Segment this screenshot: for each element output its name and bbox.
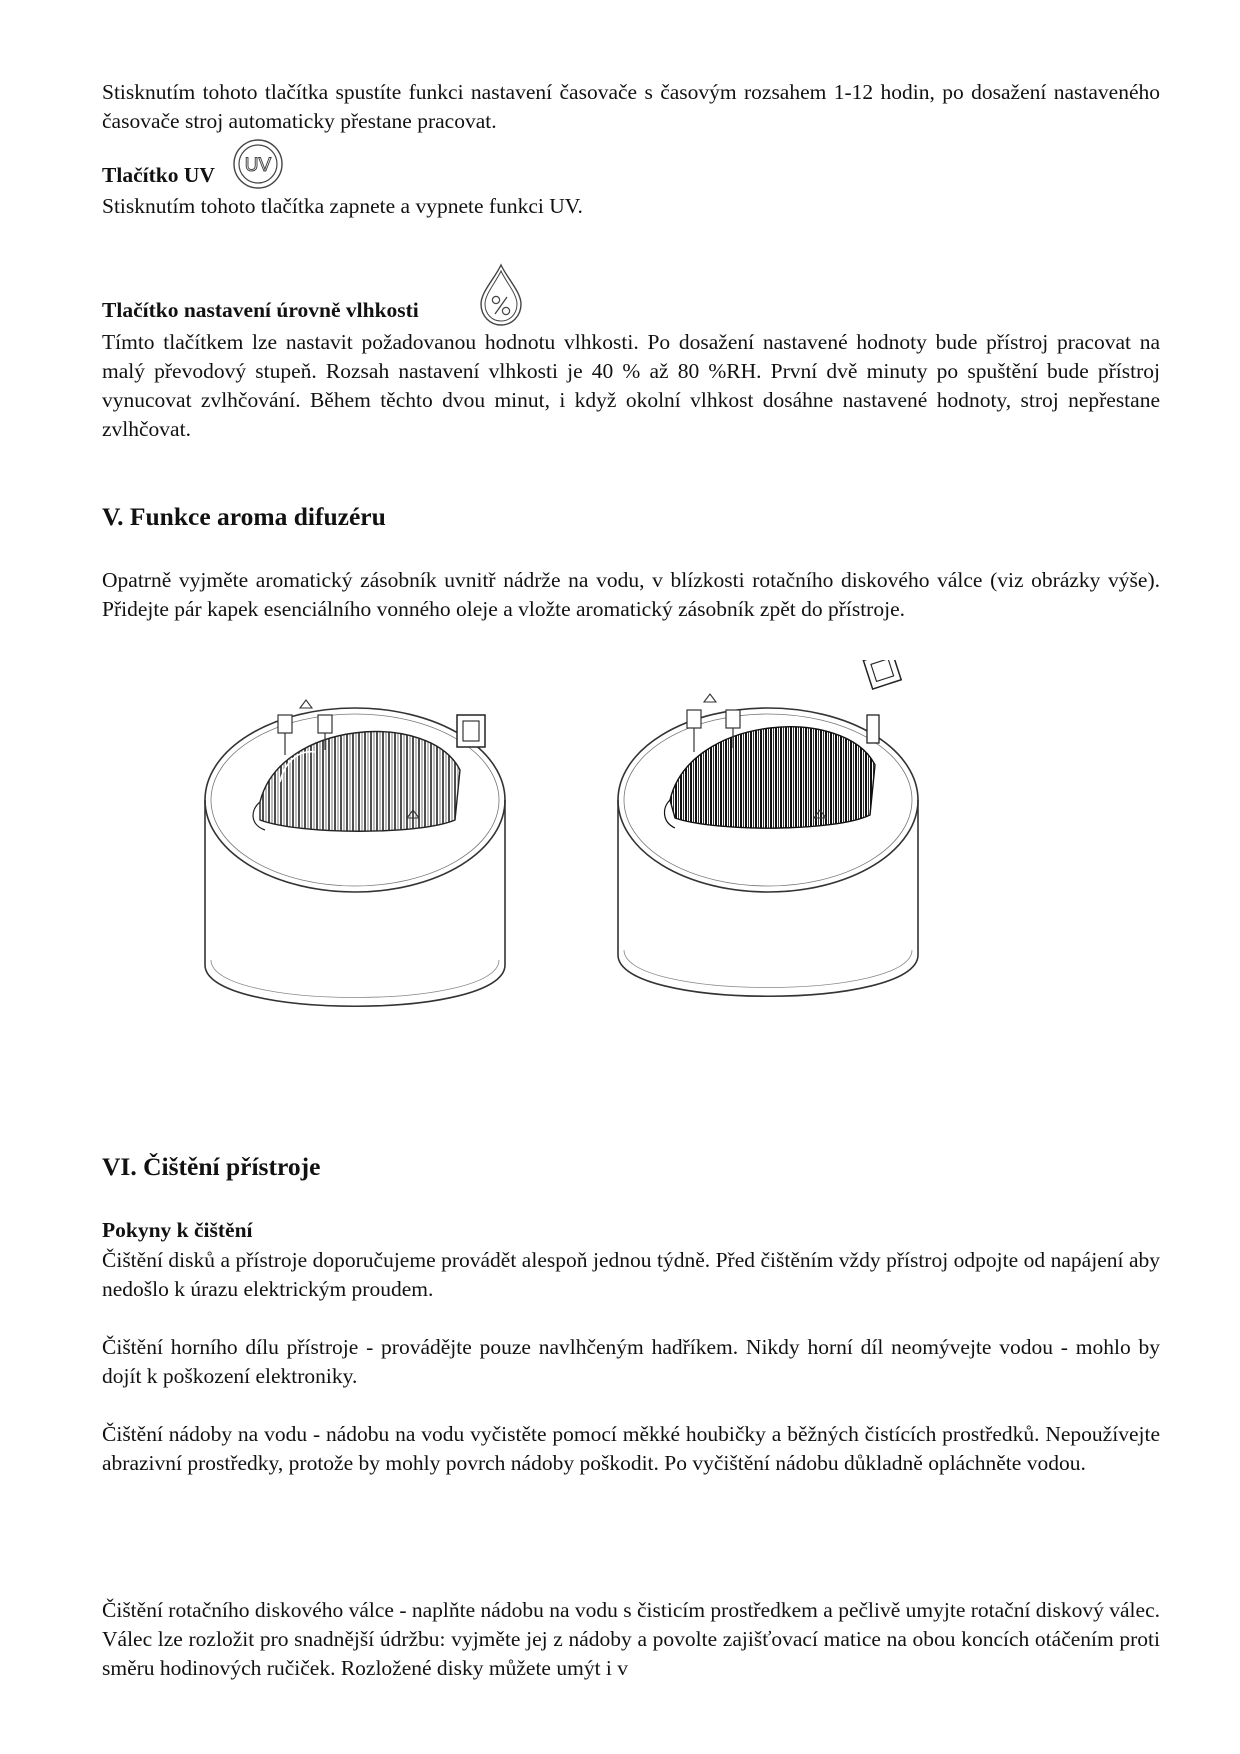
humidity-heading: Tlačítko nastavení úrovně vlhkosti [102,298,419,322]
humidity-drop-icon [476,262,526,328]
humidity-section [102,298,1160,323]
aroma-text-block [102,566,1160,624]
uv-icon [232,138,284,190]
cleaning-subheading-block [102,1218,1160,1243]
cleaning-paragraph-4: Čištění rotačního diskového válce - naplňte nádobu na vodu s čisticím prostředkem a pečlivě umyjte rotační diskový válec. Válec lze rozložit pro snadnější údržbu: vyjměte jej z nádoby a povolte zajišťovací matice na obou koncích otáčením proti směru hodinových ručiček. Rozložené disky můžete umýt i v [102,1598,1160,1680]
aroma-illustrations [100,660,1140,1060]
aroma-device-installed [205,700,505,1006]
cleaning-subheading: Pokyny k čištění [102,1218,253,1242]
cleaning-paragraph-1: Čištění disků a přístroje doporučujeme provádět alespoň jednou týdně. Před čištěním vždy přístroj odpojte od napájení aby nedošlo k úrazu elektrickým proudem. [102,1248,1160,1301]
section-cleaning-title: VI. Čištění přístroje [102,1152,321,1181]
cleaning-paragraph-3: Čištění nádoby na vodu - nádobu na vodu vyčistěte pomocí měkké houbičky a běžných čistících prostředků. Nepoužívejte abrazivní prostředky, protože by mohly povrch nádoby poškodit. Po vyčištění nádobu důkladně opláchněte vodou. [102,1422,1160,1475]
timer-section [102,78,1160,136]
cleaning-p2-block [102,1333,1160,1391]
aroma-text: Opatrně vyjměte aromatický zásobník uvnitř nádrže na vodu, v blízkosti rotačního diskového válce (viz obrázky výše). Přidejte pár kapek esenciálního vonného oleje a vložte aromatický zásobník zpět do přístroje. [102,568,1160,621]
cleaning-p4-block [102,1596,1160,1683]
section-aroma-title: V. Funkce aroma difuzéru [102,502,386,531]
uv-text-block [102,192,1160,221]
humidity-text-block [102,328,1160,444]
aroma-device-removed [618,660,918,996]
timer-text: Stisknutím tohoto tlačítka spustíte funkci nastavení časovače s časovým rozsahem 1-12 hodin, po dosažení nastaveného časovače stroj automaticky přestane pracovat. [102,80,1160,133]
cleaning-p3-block [102,1420,1160,1478]
humidity-text: Tímto tlačítkem lze nastavit požadovanou hodnotu vlhkosti. Po dosažení nastavené hodnoty bude přístroj pracovat na malý převodový stupeň. Rozsah nastavení vlhkosti je 40 % až 80 %RH. První dvě minuty po spuštění bude přístroj vynucovat zvlhčování. Během těchto dvou minut, i když okolní vlhkost dosáhne nastavené hodnoty, stroj nepřestane zvlhčovat. [102,330,1160,441]
uv-icon-label: UV [244,155,272,176]
cleaning-paragraph-2: Čištění horního dílu přístroje - provádějte pouze navlhčeným hadříkem. Nikdy horní díl neomývejte vodou - mohlo by dojít k poškození elektroniky. [102,1335,1160,1388]
uv-text: Stisknutím tohoto tlačítka zapnete a vypnete funkci UV. [102,194,583,218]
cleaning-p1-block [102,1246,1160,1304]
uv-heading: Tlačítko UV [102,163,215,187]
